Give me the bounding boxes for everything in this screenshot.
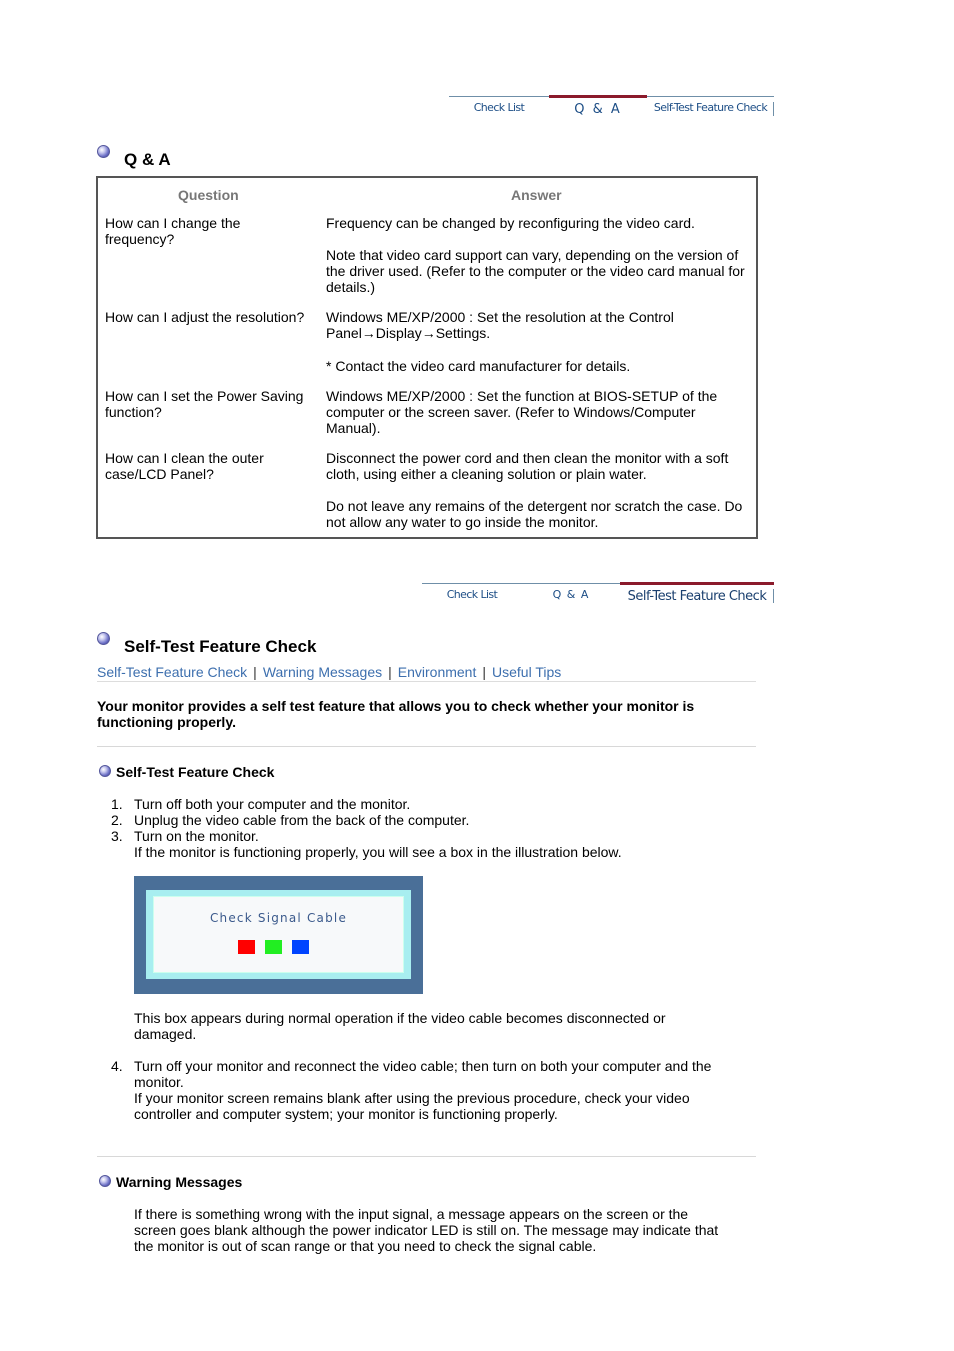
step-number: 4.: [111, 1058, 123, 1074]
divider: [97, 1156, 756, 1157]
question-cell: How can I adjust the resolution?: [105, 309, 305, 325]
illustration-caption: This box appears during normal operation if the video cable becomes disconnected or damaged.: [134, 1010, 666, 1042]
tab-endcap: [773, 589, 774, 603]
question-cell: How can I clean the outer case/LCD Panel?: [105, 450, 264, 482]
nav-separator: |: [388, 664, 392, 680]
qa-title: Q & A: [124, 150, 171, 169]
step-text: Unplug the video cable from the back of the computer.: [134, 812, 470, 828]
step-text: Turn off your monitor and reconnect the video cable; then turn on both your computer and the monitor.: [134, 1058, 712, 1090]
answer-cell: Frequency can be changed by reconfiguring the video card.: [326, 215, 695, 231]
step-note: If the monitor is functioning properly, you will see a box in the illustration below.: [134, 844, 622, 860]
illustration-message: Check Signal Cable: [209, 911, 348, 925]
blue-square: [292, 940, 309, 954]
bullet-icon: [99, 1175, 111, 1187]
nav-separator: |: [253, 664, 257, 680]
list-item: [111, 828, 734, 844]
red-square: [238, 940, 255, 954]
illustration-screen: [153, 896, 404, 973]
answer-cell: Note that video card support can vary, depending on the version of the driver used. (Refer to the computer or the video card manual for details.): [326, 247, 745, 295]
self-test-heading: [124, 639, 316, 655]
nav-separator: |: [482, 664, 486, 680]
warning-subheading: [116, 1174, 242, 1190]
step-note: If your monitor screen remains blank after using the previous procedure, check your video controller and computer system; your monitor is functioning properly.: [134, 1090, 690, 1122]
list-item: [111, 796, 734, 812]
nav-link-useful-tips[interactable]: Useful Tips: [492, 664, 562, 680]
bullet-icon: [99, 765, 111, 777]
check-signal-illustration: [134, 876, 423, 994]
answer-cell: Disconnect the power cord and then clean the monitor with a soft cloth, using either a cleaning solution or plain water.: [326, 450, 729, 482]
subheading-label: Warning Messages: [116, 1174, 243, 1190]
answer-cell: Windows ME/XP/2000 : Set the resolution at the Control Panel→Display→Settings.: [326, 309, 674, 341]
nav-link-self-test[interactable]: Self-Test Feature Check: [97, 664, 248, 680]
bullet-icon: [97, 145, 110, 158]
answer-cell: Do not leave any remains of the detergent nor scratch the case. Do not allow any water to go inside the monitor.: [326, 498, 743, 530]
step-list: [111, 796, 734, 860]
tab-endcap: [773, 102, 774, 116]
question-header: Question: [178, 187, 239, 203]
nav-link-warning[interactable]: Warning Messages: [262, 664, 383, 680]
qa-heading: [124, 152, 171, 168]
bullet-icon: [97, 632, 110, 645]
tab-bar-second: [422, 583, 774, 607]
tab-check-list[interactable]: Check List: [473, 101, 525, 114]
answer-cell: * Contact the video card manufacturer for details.: [326, 358, 631, 374]
qa-table: [96, 176, 758, 539]
illustration-frame: [146, 890, 411, 979]
tab-bar-top: [449, 96, 774, 120]
step-text: Turn off both your computer and the monitor.: [134, 796, 411, 812]
answer-header: Answer: [511, 187, 562, 203]
step-number: 3.: [111, 828, 123, 844]
warning-text: If there is something wrong with the input signal, a message appears on the screen or the screen goes blank although the power indicator LED is still on. The message may indicate that the monitor is out of scan range or that you need to check the signal cable.: [134, 1206, 719, 1254]
tab-qa[interactable]: Q & A: [552, 588, 590, 601]
question-cell: How can I set the Power Saving function?: [105, 388, 304, 420]
tab-check-list[interactable]: Check List: [446, 588, 498, 601]
self-test-title: Self-Test Feature Check: [124, 637, 317, 656]
intro-text: Your monitor provides a self test feature that allows you to check whether your monitor is functioning properly.: [97, 698, 695, 730]
answer-cell: Windows ME/XP/2000 : Set the function at BIOS-SETUP of the computer or the screen saver. (Refer to Windows/Computer Manual).: [326, 388, 718, 436]
nav-link-environment[interactable]: Environment: [397, 664, 477, 680]
tab-self-test[interactable]: Self-Test Feature Check: [620, 582, 774, 605]
section-nav: [97, 664, 756, 682]
step-number: 1.: [111, 796, 123, 812]
green-square: [265, 940, 282, 954]
step-number: 2.: [111, 812, 123, 828]
list-item: [111, 812, 734, 828]
divider: [97, 746, 756, 747]
step-text: Turn on the monitor.: [134, 828, 259, 844]
tab-self-test[interactable]: Self-Test Feature Check: [653, 101, 768, 114]
self-test-subheading: [116, 764, 274, 780]
subheading-label: Self-Test Feature Check: [116, 764, 275, 780]
tab-qa[interactable]: Q & A: [549, 95, 647, 118]
step-4: [111, 1058, 744, 1122]
question-cell: How can I change the frequency?: [105, 215, 241, 247]
